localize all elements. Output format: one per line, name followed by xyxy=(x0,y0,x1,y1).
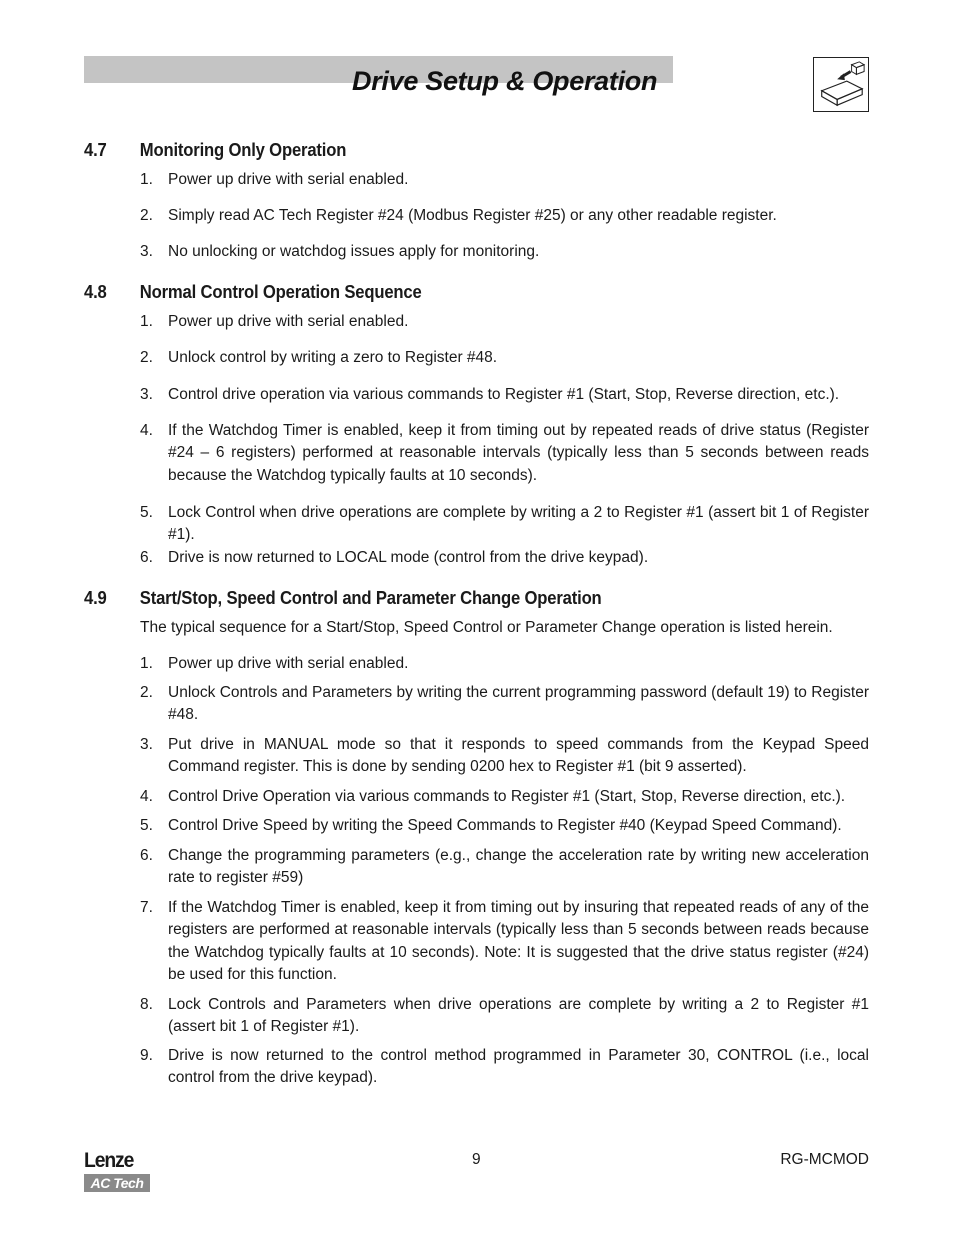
list-item: 1. Power up drive with serial enabled. xyxy=(140,313,409,330)
list-item: 2. Unlock Controls and Parameters by writing the current programming password (default 19) to Register #48. xyxy=(140,684,869,724)
list-item: 2. Simply read AC Tech Register #24 (Modbus Register #25) or any other readable register. xyxy=(140,207,777,224)
section-title: Normal Control Operation Sequence xyxy=(139,281,422,302)
list-item: 9. Drive is now returned to the control method programmed in Parameter 30, CONTROL (i.e., local control from the drive keypad). xyxy=(140,1047,869,1087)
section-title: Start/Stop, Speed Control and Parameter Change Operation xyxy=(139,587,602,608)
document-code: RG-MCMOD xyxy=(780,1151,869,1168)
section-title: Monitoring Only Operation xyxy=(139,139,347,160)
lenze-actech-logo xyxy=(84,1150,150,1194)
list-item: 6. Change the programming parameters (e.g., change the acceleration rate by writing new acceleration rate to register #59) xyxy=(140,847,869,887)
list-item: 5. Lock Control when drive operations are complete by writing a 2 to Register #1 (assert bit 1 of Register #1). xyxy=(140,504,869,544)
drive-setup-icon xyxy=(813,57,869,112)
page-number: 9 xyxy=(472,1151,481,1168)
logo-lenze-text: Lenze xyxy=(84,1149,134,1172)
section-heading xyxy=(84,587,602,609)
section-heading xyxy=(84,139,346,161)
section-heading xyxy=(84,281,422,303)
list-item: 7. If the Watchdog Timer is enabled, keep it from timing out by insuring that repeated reads of any of the registers are performed at reasonable intervals (typically less than 5 seconds between reads because the Watchdog typically faults at 10 seconds). Note: It is suggested that the drive status register (#24) be used for this function. xyxy=(140,899,869,984)
list-item: 5. Control Drive Speed by writing the Speed Commands to Register #40 (Keypad Speed Command). xyxy=(140,817,842,834)
list-item: 6. Drive is now returned to LOCAL mode (control from the drive keypad). xyxy=(140,549,649,566)
section-number: 4.8 xyxy=(84,281,107,302)
page-title: Drive Setup & Operation xyxy=(352,66,658,96)
list-item: 4. Control Drive Operation via various commands to Register #1 (Start, Stop, Reverse direction, etc.). xyxy=(140,788,846,805)
list-item: 3. Put drive in MANUAL mode so that it responds to speed commands from the Keypad Speed Command register. This is done by sending 0200 hex to Register #1 (bit 9 asserted). xyxy=(140,736,869,776)
list-item: 3. No unlocking or watchdog issues apply for monitoring. xyxy=(140,243,540,260)
list-item: 1. Power up drive with serial enabled. xyxy=(140,655,409,672)
list-item: 8. Lock Controls and Parameters when drive operations are complete by writing a 2 to Register #1 (assert bit 1 of Register #1). xyxy=(140,996,869,1036)
list-item: 1. Power up drive with serial enabled. xyxy=(140,171,409,188)
list-item: 3. Control drive operation via various commands to Register #1 (Start, Stop, Reverse direction, etc.). xyxy=(140,386,840,403)
section-intro: The typical sequence for a Start/Stop, Speed Control or Parameter Change operation is listed herein. xyxy=(140,619,833,636)
logo-actech-text: AC Tech xyxy=(84,1174,150,1192)
list-item: 2. Unlock control by writing a zero to Register #48. xyxy=(140,349,498,366)
list-item: 4. If the Watchdog Timer is enabled, keep it from timing out by repeated reads of drive status (Register #24 – 6 registers) performed at reasonable intervals (typically less than 5 seconds between reads because the Watchdog typically faults at 10 seconds). xyxy=(140,422,869,484)
section-number: 4.7 xyxy=(84,139,107,160)
section-number: 4.9 xyxy=(84,587,107,608)
